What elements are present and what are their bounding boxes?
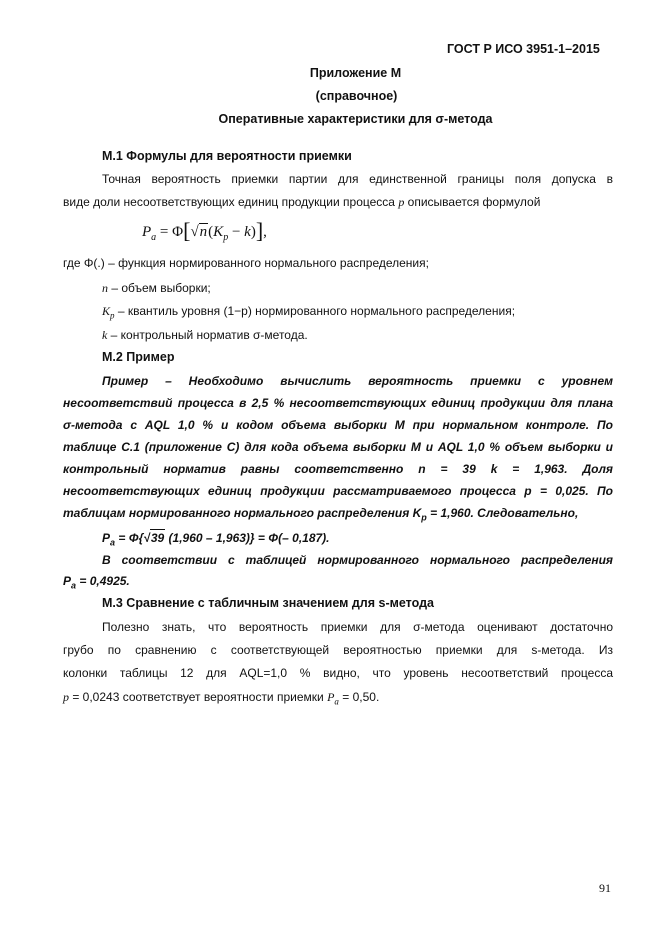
example-conclusion-line2: $P_a = 0,4925$. — [63, 574, 130, 591]
example-calculation: $P_a = \Phi\{√39$ (1,960 – 1,963)} = Φ(– 0,187). — [102, 531, 330, 548]
example-line: несоответствий процесса в 2,5 % несоответствующих единиц продукции для плана — [63, 396, 613, 410]
appendix-subtitle: Оперативные характеристики для σ-метода — [218, 112, 493, 126]
example-line: σ-метода с AQL 1,0 % и кодом объема выборки М при нормальном контроле. По — [63, 418, 613, 432]
m3-paragraph-last-line: p = 0,0243 соответствует вероятности приемки $P_a = 0,50$. — [63, 690, 380, 707]
kp-definition: $K_p$ – квантиль уровня (1−p) нормированного нормального распределения; — [102, 304, 516, 321]
document-header: ГОСТ Р ИСО 3951-1–2015 — [447, 42, 600, 56]
example-line: таблицам нормированного нормального распределения $K_p = 1,960$. Следовательно, — [63, 506, 579, 523]
page-number: 91 — [599, 881, 611, 895]
m1-paragraph-line1: Точная вероятность приемки партии для единственной границы поля допуска в — [102, 172, 613, 186]
acceptance-probability-formula: $P_a = \Phi[√n(K_p - k)]$, — [142, 218, 267, 243]
m3-paragraph-line: грубо по сравнению с соответствующей вероятностью приемки для s-метода. Из — [63, 643, 613, 657]
phi-definition: где Φ(.) – функция нормированного нормального распределения; — [63, 256, 429, 270]
m1-paragraph-line2: виде доли несоответствующих единиц продукции процесса p описывается формулой — [63, 195, 541, 209]
example-line: несоответствующих единиц продукции рассматриваемого процесса p = 0,025. По — [63, 484, 613, 498]
k-definition: k – контрольный норматив σ-метода. — [102, 328, 308, 342]
example-line: контрольный норматив равны соответственно n = 39 k = 1,963. Доля — [63, 462, 613, 476]
section-m3-heading: М.3 Сравнение с табличным значением для s-метода — [102, 596, 434, 610]
appendix-kind: (справочное) — [315, 89, 398, 103]
example-line: таблице С.1 (приложение С) для кода объема выборки М и AQL 1,0 % объем выборки и — [63, 440, 613, 454]
section-m1-heading: М.1 Формулы для вероятности приемки — [102, 149, 352, 163]
example-line: Пример – Необходимо вычислить вероятность приемки с уровнем — [102, 374, 613, 388]
m3-paragraph-line: Полезно знать, что вероятность приемки для σ-метода оценивают достаточно — [102, 620, 613, 634]
m3-paragraph-line: колонки таблицы 12 для AQL=1,0 % видно, что уровень несоответствий процесса — [63, 666, 613, 680]
n-definition: n – объем выборки; — [102, 281, 211, 295]
section-m2-heading: М.2 Пример — [102, 350, 175, 364]
example-conclusion-line1: В соответствии с таблицей нормированного нормального распределения — [102, 553, 613, 567]
appendix-title: Приложение М — [309, 66, 402, 80]
